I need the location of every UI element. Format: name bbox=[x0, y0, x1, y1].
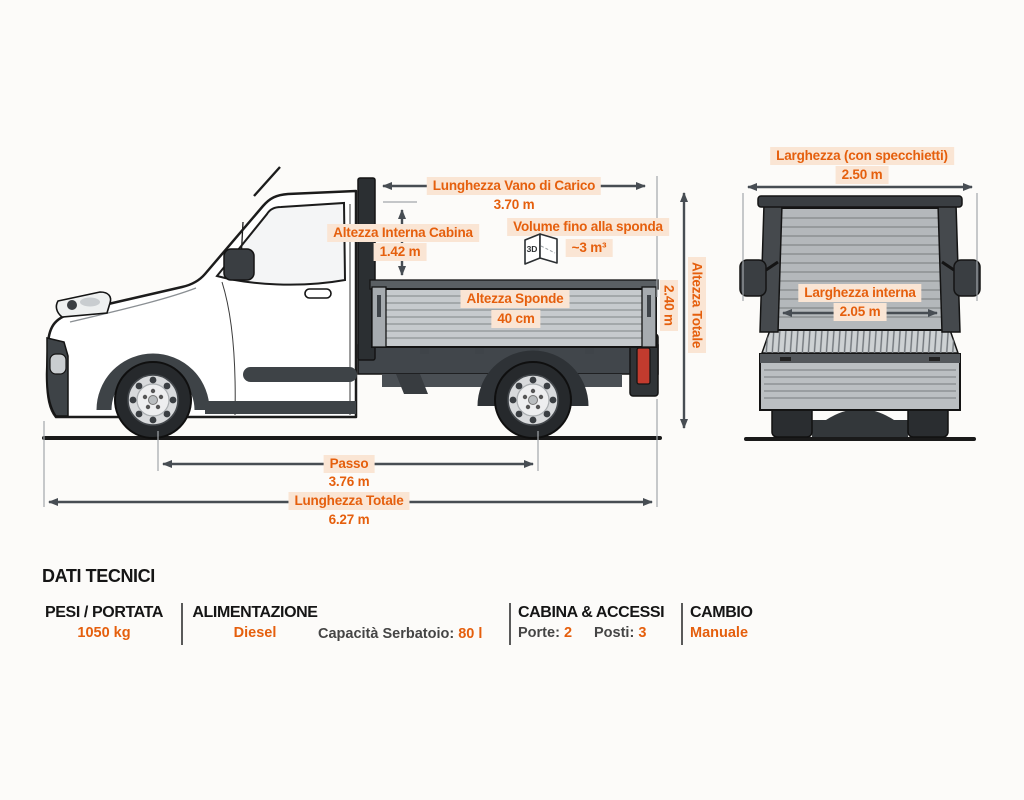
door-molding bbox=[243, 367, 357, 382]
front-wheel bbox=[115, 362, 191, 438]
spec-value-alimentazione: Diesel bbox=[233, 625, 277, 641]
spec-title-pesi: PESI / PORTATA bbox=[45, 604, 163, 621]
spec-title-cabina: CABINA & ACCESSI bbox=[518, 604, 665, 621]
spec-label-porte: Porte: bbox=[518, 625, 560, 641]
spec-divider-2 bbox=[509, 603, 511, 645]
side-mirror bbox=[224, 249, 254, 280]
dim-width-internal-label: Larghezza interna bbox=[798, 284, 921, 302]
spec-title-cambio: CAMBIO bbox=[690, 604, 753, 621]
dim-width-mirrors-label: Larghezza (con specchietti) bbox=[770, 147, 954, 165]
dim-total-length-label: Lunghezza Totale bbox=[288, 492, 409, 510]
dim-cargo-length-value: 3.70 m bbox=[493, 197, 535, 212]
door-handle bbox=[305, 289, 331, 298]
dim-volume-label: Volume fino alla sponda bbox=[507, 218, 669, 236]
bed-top-rail bbox=[370, 280, 658, 289]
dim-wheelbase-label: Passo bbox=[324, 455, 375, 473]
rocker-panel bbox=[205, 401, 356, 414]
spec-col-cabina bbox=[518, 604, 678, 641]
spec-value-cambio: Manuale bbox=[690, 625, 749, 641]
antenna bbox=[254, 167, 280, 196]
spec-col-cambio bbox=[690, 604, 810, 641]
spec-value-posti: 3 bbox=[638, 625, 647, 641]
rear-top-rail bbox=[758, 196, 962, 207]
dim-cabin-height-label: Altezza Interna Cabina bbox=[327, 224, 479, 242]
3d-box-icon bbox=[521, 231, 561, 267]
dim-wheelbase-value: 3.76 m bbox=[328, 474, 370, 489]
bed-floor-tread bbox=[762, 330, 958, 353]
dim-width-internal-value: 2.05 m bbox=[834, 303, 887, 321]
rear-wheel bbox=[495, 362, 571, 438]
dim-total-length-value: 6.27 m bbox=[328, 512, 370, 527]
dim-side-height-label: Altezza Sponde bbox=[461, 290, 570, 308]
dim-volume-value: ~3 m³ bbox=[566, 239, 613, 257]
spec-pair-serbatoio bbox=[318, 626, 482, 642]
specs-heading: DATI TECNICI bbox=[42, 566, 155, 586]
spec-divider-3 bbox=[681, 603, 683, 645]
front-bumper bbox=[47, 338, 68, 416]
spec-value-porte: 2 bbox=[563, 625, 573, 641]
fog-lamp bbox=[50, 354, 66, 374]
spec-col-pesi bbox=[30, 604, 178, 641]
taillight bbox=[637, 348, 650, 384]
left-mirror bbox=[740, 260, 766, 296]
tailgate-latch-right bbox=[929, 357, 940, 361]
dim-width-mirrors-value: 2.50 m bbox=[836, 166, 889, 184]
headlight-detail bbox=[80, 298, 100, 307]
rear-axle bbox=[812, 420, 908, 437]
spec-value-serbatoio: 80 l bbox=[458, 626, 483, 642]
headlight-lens bbox=[67, 300, 77, 310]
spec-divider-1 bbox=[181, 603, 183, 645]
post-latch-rear bbox=[647, 295, 651, 317]
dim-cabin-height-value: 1.42 m bbox=[374, 243, 427, 261]
post-latch-front bbox=[377, 295, 381, 317]
dim-cargo-length-label: Lunghezza Vano di Carico bbox=[427, 177, 601, 195]
right-mirror bbox=[954, 260, 980, 296]
spec-col-alimentazione bbox=[188, 604, 322, 641]
dim-side-height-value: 40 cm bbox=[491, 310, 540, 328]
spec-pairs-cabina bbox=[518, 625, 678, 641]
spec-label-posti: Posti: bbox=[594, 625, 635, 641]
spec-title-alimentazione: ALIMENTAZIONE bbox=[192, 604, 318, 621]
spec-label-serbatoio: Capacità Serbatoio: bbox=[318, 626, 455, 642]
dim-total-height-label: Altezza Totale bbox=[688, 257, 706, 353]
spec-value-pesi: 1050 kg bbox=[77, 625, 131, 641]
dim-total-height-value: 2.40 m bbox=[660, 280, 678, 331]
tailgate-latch-left bbox=[780, 357, 791, 361]
svg-text:3D: 3D bbox=[526, 244, 538, 254]
